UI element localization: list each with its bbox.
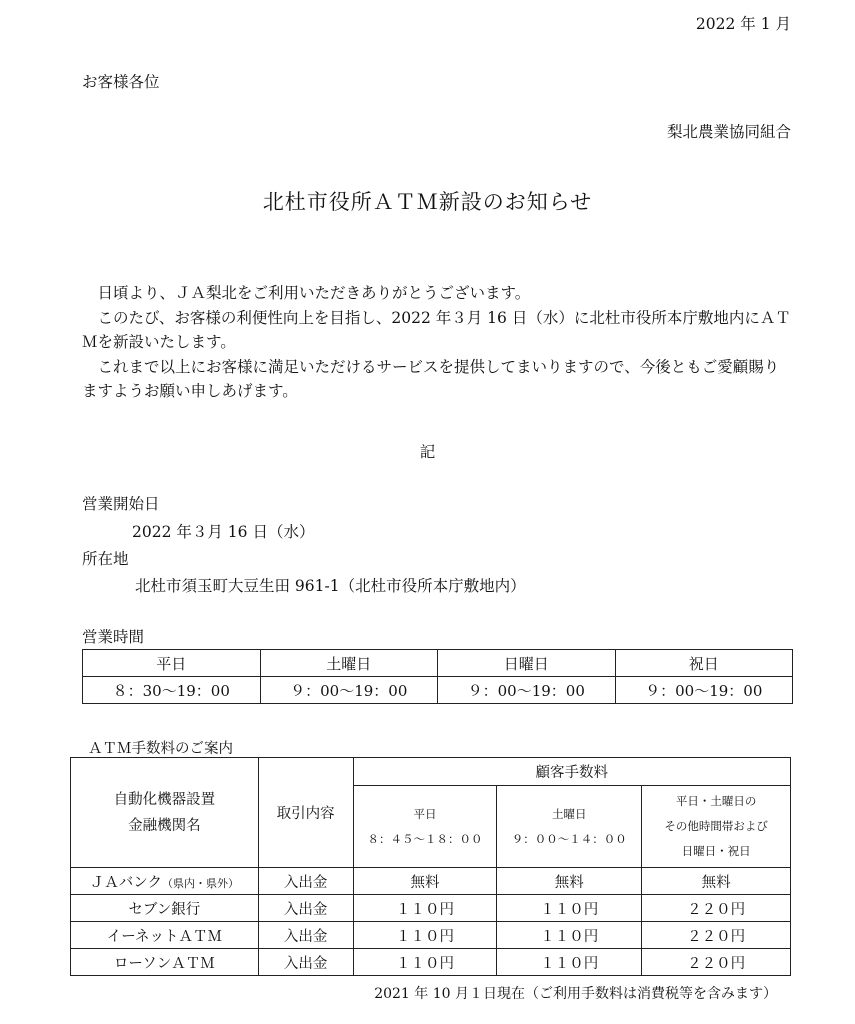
transaction-type: 入出金 [258, 949, 353, 976]
transaction-type: 入出金 [258, 922, 353, 949]
hours-header-row [83, 650, 793, 677]
institution-header: 自動化機器設置 金融機関名 [71, 758, 259, 868]
opening-date-value: 2022 年３月 16 日（水） [132, 523, 315, 541]
customer-fee-header: 顧客手数料 [353, 758, 790, 786]
hours-header-weekday: 平日 [83, 650, 261, 677]
transaction-type: 入出金 [258, 868, 353, 895]
opening-date-label: 営業開始日 [82, 495, 160, 513]
other-fee: ２２０円 [642, 949, 791, 976]
business-hours-table [82, 649, 793, 704]
weekday-fee: １１０円 [353, 949, 497, 976]
business-hours-label: 営業時間 [82, 628, 145, 646]
location-value: 北杜市須玉町大豆生田 961-1（北杜市役所本庁敷地内） [135, 577, 526, 595]
hours-value-row [83, 677, 793, 704]
saturday-fee: １１０円 [497, 922, 642, 949]
hours-holiday: ９：00〜19：00 [615, 677, 793, 704]
fee-row-ja-bank [71, 868, 791, 895]
atm-fee-table [70, 757, 791, 976]
other-fee: 無料 [642, 868, 791, 895]
institution-name: セブン銀行 [71, 895, 259, 922]
hours-header-sunday: 日曜日 [438, 650, 616, 677]
other-fee: ２２０円 [642, 922, 791, 949]
other-fee: ２２０円 [642, 895, 791, 922]
sender-organization: 梨北農業協同組合 [666, 123, 791, 141]
transaction-type: 入出金 [258, 895, 353, 922]
fee-header-row-1 [71, 758, 791, 786]
fee-row-enet [71, 922, 791, 949]
document-date: 2022 年 1 月 [695, 15, 791, 33]
weekday-fee: １１０円 [353, 922, 497, 949]
atm-fee-label: ＡＴＭ手数料のご案内 [88, 741, 233, 757]
transaction-header: 取引内容 [258, 758, 353, 868]
fee-footnote: 2021 年 10 月１日現在（ご利用手数料は消費税等を含みます） [374, 986, 777, 1002]
addressee: お客様各位 [82, 73, 160, 91]
fee-row-lawson [71, 949, 791, 976]
weekday-fee: 無料 [353, 868, 497, 895]
hours-saturday: ９：00〜19：00 [260, 677, 438, 704]
saturday-fee-header: 土曜日 ９：００〜１４：００ [497, 786, 642, 868]
hours-header-saturday: 土曜日 [260, 650, 438, 677]
body-paragraph-2: このたび、お客様の利便性向上を目指し、2022 年３月 16 日（水）に北杜市役所本庁敷地内にＡＴＭを新設いたします。 [82, 309, 791, 351]
hours-sunday: ９：00〜19：00 [438, 677, 616, 704]
location-label: 所在地 [82, 550, 129, 568]
institution-name: ローソンＡＴＭ [71, 949, 259, 976]
body-paragraph-3: これまで以上にお客様に満足いただけるサービスを提供してまいりますので、今後ともご愛顧賜りますようお願い申しあげます。 [82, 358, 780, 400]
hours-header-holiday: 祝日 [615, 650, 793, 677]
body-paragraph-1: 日頃より、ＪＡ梨北をご利用いただきありがとうございます。 [97, 284, 531, 302]
saturday-fee: 無料 [497, 868, 642, 895]
saturday-fee: １１０円 [497, 949, 642, 976]
hours-weekday: ８：30〜19：00 [83, 677, 261, 704]
weekday-fee: １１０円 [353, 895, 497, 922]
document-title: 北杜市役所ＡＴＭ新設のお知らせ [262, 190, 593, 214]
weekday-fee-header: 平日 ８：４５〜１８：００ [353, 786, 497, 868]
fee-row-seven-bank [71, 895, 791, 922]
ki-heading: 記 [419, 443, 436, 461]
other-fee-header: 平日・土曜日の その他時間帯および 日曜日・祝日 [642, 786, 791, 868]
institution-name: イーネットＡＴＭ [71, 922, 259, 949]
institution-name: ＪＡバンク（県内・県外） [71, 868, 259, 895]
saturday-fee: １１０円 [497, 895, 642, 922]
